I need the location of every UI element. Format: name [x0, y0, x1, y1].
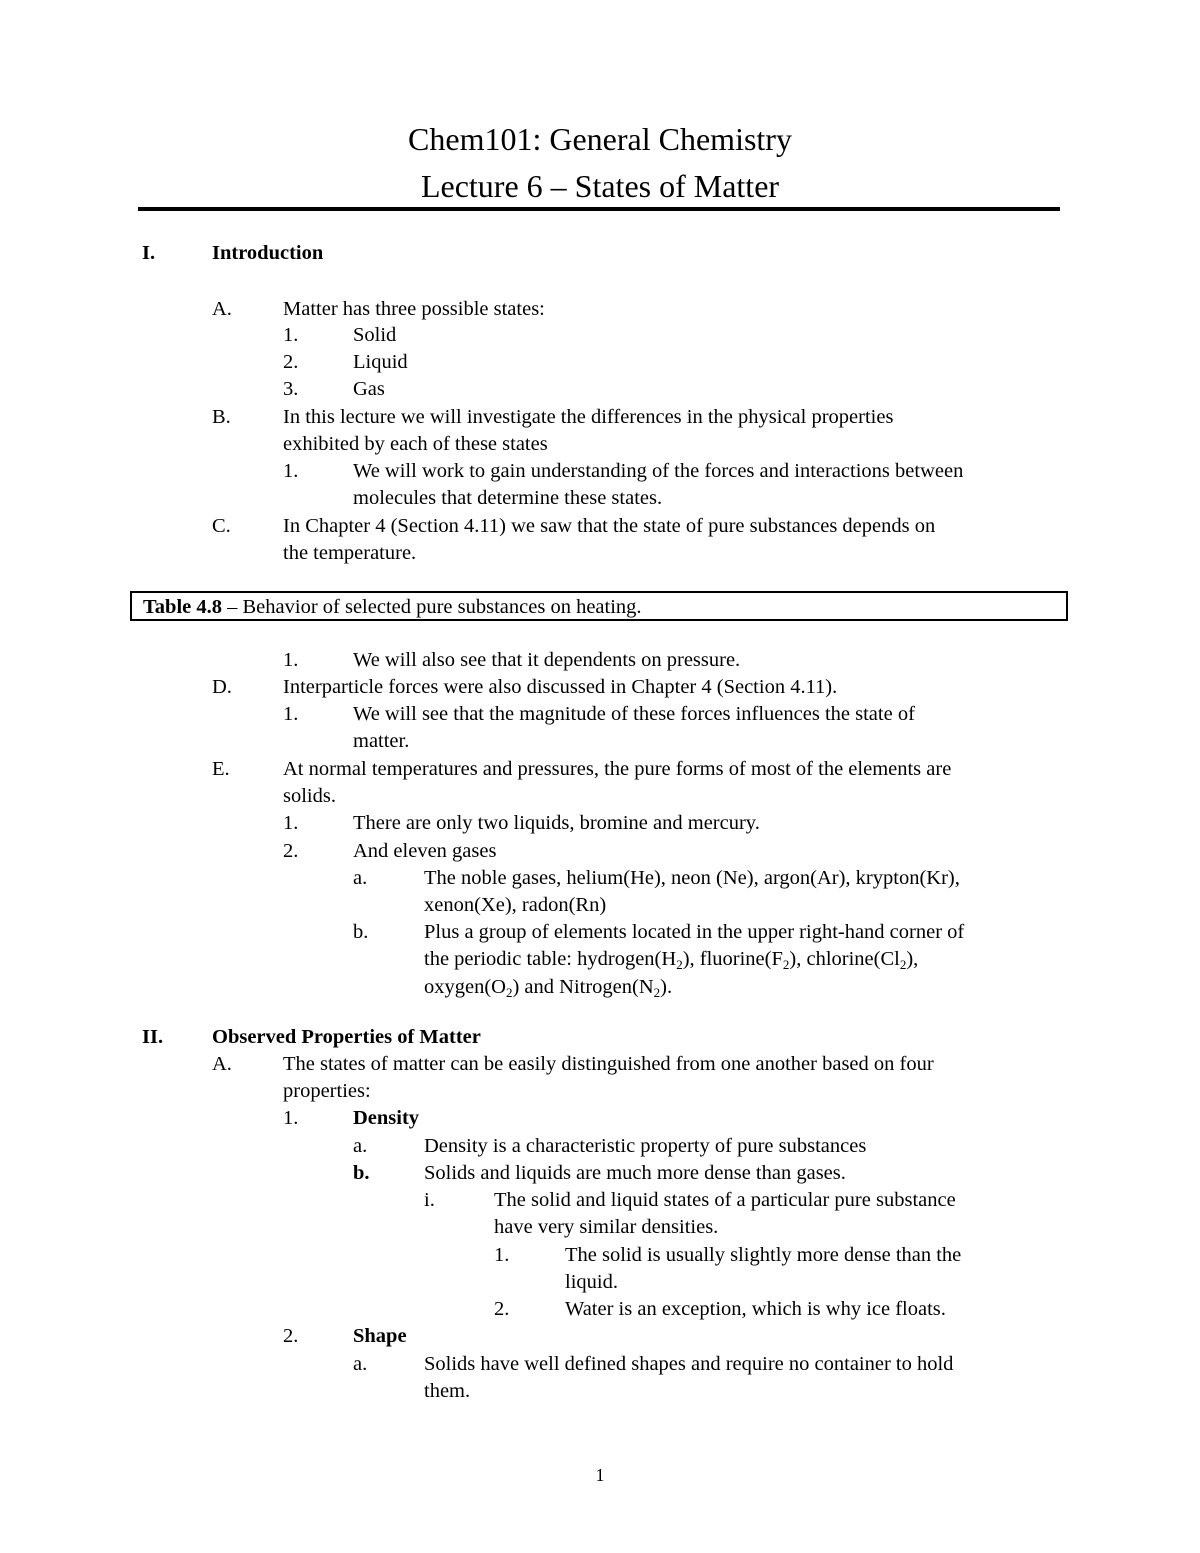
- outline-item: We will see that the magnitude of these forces influences the state of: [353, 703, 915, 725]
- outline-item-continued: have very similar densities.: [494, 1216, 719, 1238]
- outline-item-continued: the temperature.: [283, 542, 417, 564]
- outline-item: The solid and liquid states of a particular pure substance: [494, 1189, 956, 1211]
- outline-item: Density is a characteristic property of pure substances: [424, 1135, 867, 1157]
- outline-marker: a.: [353, 1135, 368, 1157]
- outline-marker: 2.: [283, 1325, 299, 1347]
- outline-marker: A.: [212, 298, 232, 320]
- course-title: Chem101: General Chemistry: [408, 121, 792, 157]
- outline-item: Plus a group of elements located in the upper right-hand corner of: [424, 921, 965, 943]
- lecture-title: Lecture 6 – States of Matter: [420, 168, 780, 204]
- outline-marker: a.: [353, 1353, 368, 1375]
- outline-item-continued: matter.: [353, 730, 410, 752]
- outline-marker: 1.: [283, 649, 299, 671]
- outline-marker: 2.: [283, 351, 299, 373]
- outline-marker: 1.: [283, 460, 299, 482]
- outline-item: We will also see that it dependents on pressure.: [353, 649, 741, 671]
- table-caption: [143, 594, 642, 621]
- outline-item-continued: molecules that determine these states.: [353, 487, 663, 509]
- outline-marker: 1.: [283, 703, 299, 725]
- section-2-title: Observed Properties of Matter: [212, 1026, 481, 1048]
- outline-item: At normal temperatures and pressures, the pure forms of most of the elements are: [283, 758, 952, 780]
- outline-item: Solids have well defined shapes and require no container to hold: [424, 1353, 954, 1375]
- outline-marker: B.: [212, 406, 231, 428]
- outline-marker: 1.: [283, 324, 299, 346]
- subsection-title: Shape: [353, 1325, 407, 1347]
- outline-item: The solid is usually slightly more dense than the: [565, 1244, 962, 1266]
- outline-marker: 3.: [283, 378, 299, 400]
- outline-marker: 2.: [283, 840, 299, 862]
- outline-item: The noble gases, helium(He), neon (Ne), argon(Ar), krypton(Kr),: [424, 867, 960, 889]
- outline-item: Solid: [353, 324, 397, 346]
- section-1-marker: I.: [142, 242, 156, 264]
- section-2-marker: II.: [142, 1026, 164, 1048]
- outline-marker: b.: [353, 921, 369, 943]
- page-number: 1: [595, 1465, 605, 1485]
- outline-item: In Chapter 4 (Section 4.11) we saw that the state of pure substances depends on: [283, 515, 936, 537]
- outline-item-continued: them.: [424, 1380, 471, 1402]
- outline-item: Gas: [353, 378, 385, 400]
- outline-item: Interparticle forces were also discussed in Chapter 4 (Section 4.11).: [283, 676, 838, 698]
- outline-marker: A.: [212, 1053, 232, 1075]
- outline-marker: 1.: [283, 812, 299, 834]
- table-caption-box: [130, 591, 1068, 621]
- outline-item-continued: properties:: [283, 1080, 371, 1102]
- outline-item-continued: xenon(Xe), radon(Rn): [424, 894, 607, 916]
- outline-item-continued: $oxygen(O_2)$ and $Nitrogen(N_2)$.: [424, 976, 673, 1000]
- outline-item: Solids and liquids are much more dense than gases.: [424, 1162, 846, 1184]
- outline-item: The states of matter can be easily distinguished from one another based on four: [283, 1053, 934, 1075]
- outline-item: Water is an exception, which is why ice floats.: [565, 1298, 946, 1320]
- outline-item-continued: liquid.: [565, 1271, 618, 1293]
- table-caption-text: – Behavior of selected pure substances on heating.: [222, 596, 642, 618]
- section-1-title: Introduction: [212, 242, 324, 264]
- outline-marker: a.: [353, 867, 368, 889]
- outline-item: Matter has three possible states:: [283, 298, 545, 320]
- outline-item-continued: the periodic table: $hydrogen(H_2)$, $fluorine(F_2)$, $chlorine(Cl_2)$,: [424, 948, 919, 972]
- subsection-title: Density: [353, 1107, 420, 1129]
- outline-marker: E.: [212, 758, 230, 780]
- outline-item: And eleven gases: [353, 840, 497, 862]
- outline-marker: 1.: [283, 1107, 299, 1129]
- outline-item: We will work to gain understanding of the forces and interactions between: [353, 460, 964, 482]
- table-caption-label: Table 4.8: [143, 596, 222, 618]
- outline-marker: i.: [424, 1189, 435, 1211]
- outline-item: In this lecture we will investigate the differences in the physical properties: [283, 406, 894, 428]
- outline-marker: 2.: [494, 1298, 510, 1320]
- title-divider: [138, 207, 1060, 211]
- outline-marker: D.: [212, 676, 232, 698]
- outline-item: Liquid: [353, 351, 408, 373]
- outline-item-continued: solids.: [283, 785, 336, 807]
- outline-marker: 1.: [494, 1244, 510, 1266]
- outline-item-continued: exhibited by each of these states: [283, 433, 548, 455]
- outline-marker: C.: [212, 515, 231, 537]
- outline-marker: b.: [353, 1162, 370, 1184]
- outline-item: There are only two liquids, bromine and mercury.: [353, 812, 760, 834]
